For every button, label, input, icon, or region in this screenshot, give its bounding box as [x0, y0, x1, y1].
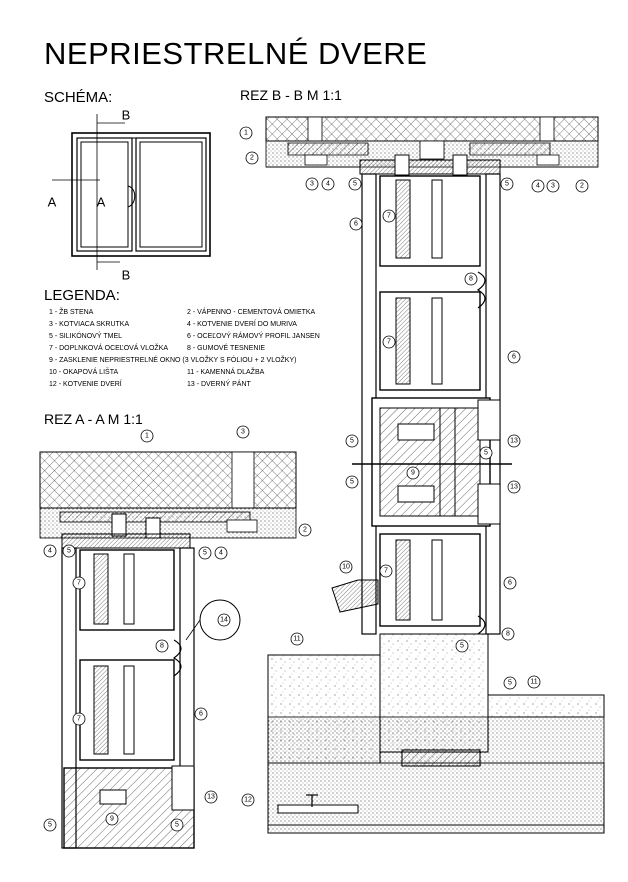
- schema-label: SCHÉMA:: [44, 89, 113, 106]
- svg-text:8: 8: [469, 275, 473, 283]
- svg-text:4: 4: [536, 182, 540, 190]
- legend-item: 1 - ŽB STENA: [49, 309, 94, 316]
- svg-text:1: 1: [145, 432, 149, 440]
- cut-label: A: [96, 194, 106, 210]
- svg-text:8: 8: [160, 642, 164, 650]
- legend-item: 10 - OKAPOVÁ LIŠTA: [49, 369, 119, 376]
- svg-text:6: 6: [354, 220, 358, 228]
- svg-text:2: 2: [303, 526, 307, 534]
- svg-text:4: 4: [219, 549, 223, 557]
- svg-text:7: 7: [77, 715, 81, 723]
- svg-text:10: 10: [342, 563, 350, 571]
- svg-text:5: 5: [48, 821, 52, 829]
- svg-text:7: 7: [387, 212, 391, 220]
- section-bb-label: REZ B - B M 1:1: [240, 87, 342, 103]
- svg-text:13: 13: [510, 483, 518, 491]
- legend-item: 8 - GUMOVÉ TESNENIE: [187, 345, 266, 352]
- section-aa-drawing: [40, 452, 296, 848]
- svg-text:9: 9: [411, 469, 415, 477]
- legend-item: 4 - KOTVENIE DVERÍ DO MURIVA: [187, 321, 297, 328]
- svg-text:3: 3: [310, 180, 314, 188]
- svg-text:5: 5: [508, 679, 512, 687]
- cut-label: B: [121, 107, 131, 123]
- svg-text:13: 13: [207, 793, 215, 801]
- svg-text:6: 6: [512, 353, 516, 361]
- svg-text:7: 7: [387, 338, 391, 346]
- cut-label: B: [121, 267, 131, 283]
- svg-text:13: 13: [510, 437, 518, 445]
- svg-text:4: 4: [48, 547, 52, 555]
- svg-text:7: 7: [77, 579, 81, 587]
- legend-item: 3 - KOTVIACA SKRUTKA: [49, 321, 130, 328]
- legend-title: LEGENDA:: [44, 287, 120, 304]
- svg-text:3: 3: [241, 428, 245, 436]
- svg-text:2: 2: [250, 154, 254, 162]
- svg-text:1: 1: [244, 129, 248, 137]
- cut-label: A: [47, 194, 57, 210]
- section-aa-label: REZ A - A M 1:1: [44, 411, 143, 427]
- svg-text:2: 2: [580, 182, 584, 190]
- legend-item: 6 - OCEĽOVÝ RÁMOVÝ PROFIL JANSEN: [187, 333, 320, 340]
- svg-text:7: 7: [384, 567, 388, 575]
- svg-text:12: 12: [244, 796, 252, 804]
- svg-text:5: 5: [353, 180, 357, 188]
- svg-text:5: 5: [203, 549, 207, 557]
- svg-text:5: 5: [350, 437, 354, 445]
- legend-item: 2 - VÁPENNO - CEMENTOVÁ OMIETKA: [187, 309, 316, 316]
- svg-text:6: 6: [199, 710, 203, 718]
- svg-text:8: 8: [506, 630, 510, 638]
- svg-text:5: 5: [460, 642, 464, 650]
- svg-text:4: 4: [326, 180, 330, 188]
- svg-text:5: 5: [484, 449, 488, 457]
- legend-item: 13 - DVERNÝ PÁNT: [187, 381, 251, 388]
- legend-item: 7 - DOPLNKOVÁ OCEĽOVÁ VLOŽKA: [49, 345, 169, 352]
- section-bb-drawing: [266, 117, 604, 833]
- svg-text:14: 14: [220, 616, 228, 624]
- legend-item: 5 - SILIKÓNOVÝ TMEL: [49, 333, 123, 340]
- svg-text:11: 11: [530, 678, 538, 686]
- svg-text:5: 5: [505, 180, 509, 188]
- svg-text:5: 5: [67, 547, 71, 555]
- svg-text:3: 3: [551, 182, 555, 190]
- svg-text:5: 5: [350, 478, 354, 486]
- schema-diagram: [52, 114, 210, 270]
- legend-item: 12 - KOTVENIE DVERÍ: [49, 381, 122, 388]
- page-title: NEPRIESTRELNÉ DVERE: [44, 36, 428, 71]
- svg-text:6: 6: [508, 579, 512, 587]
- legend-item: 9 - ZASKLENIE NEPRIESTRELNÉ OKNO (3 VLOŽKY S FÓLIOU + 2 VLOŽKY): [49, 357, 297, 364]
- svg-text:5: 5: [175, 821, 179, 829]
- legend-item: 11 - KAMENNÁ DLAŽBA: [187, 369, 265, 376]
- svg-text:11: 11: [293, 635, 301, 643]
- svg-text:9: 9: [110, 815, 114, 823]
